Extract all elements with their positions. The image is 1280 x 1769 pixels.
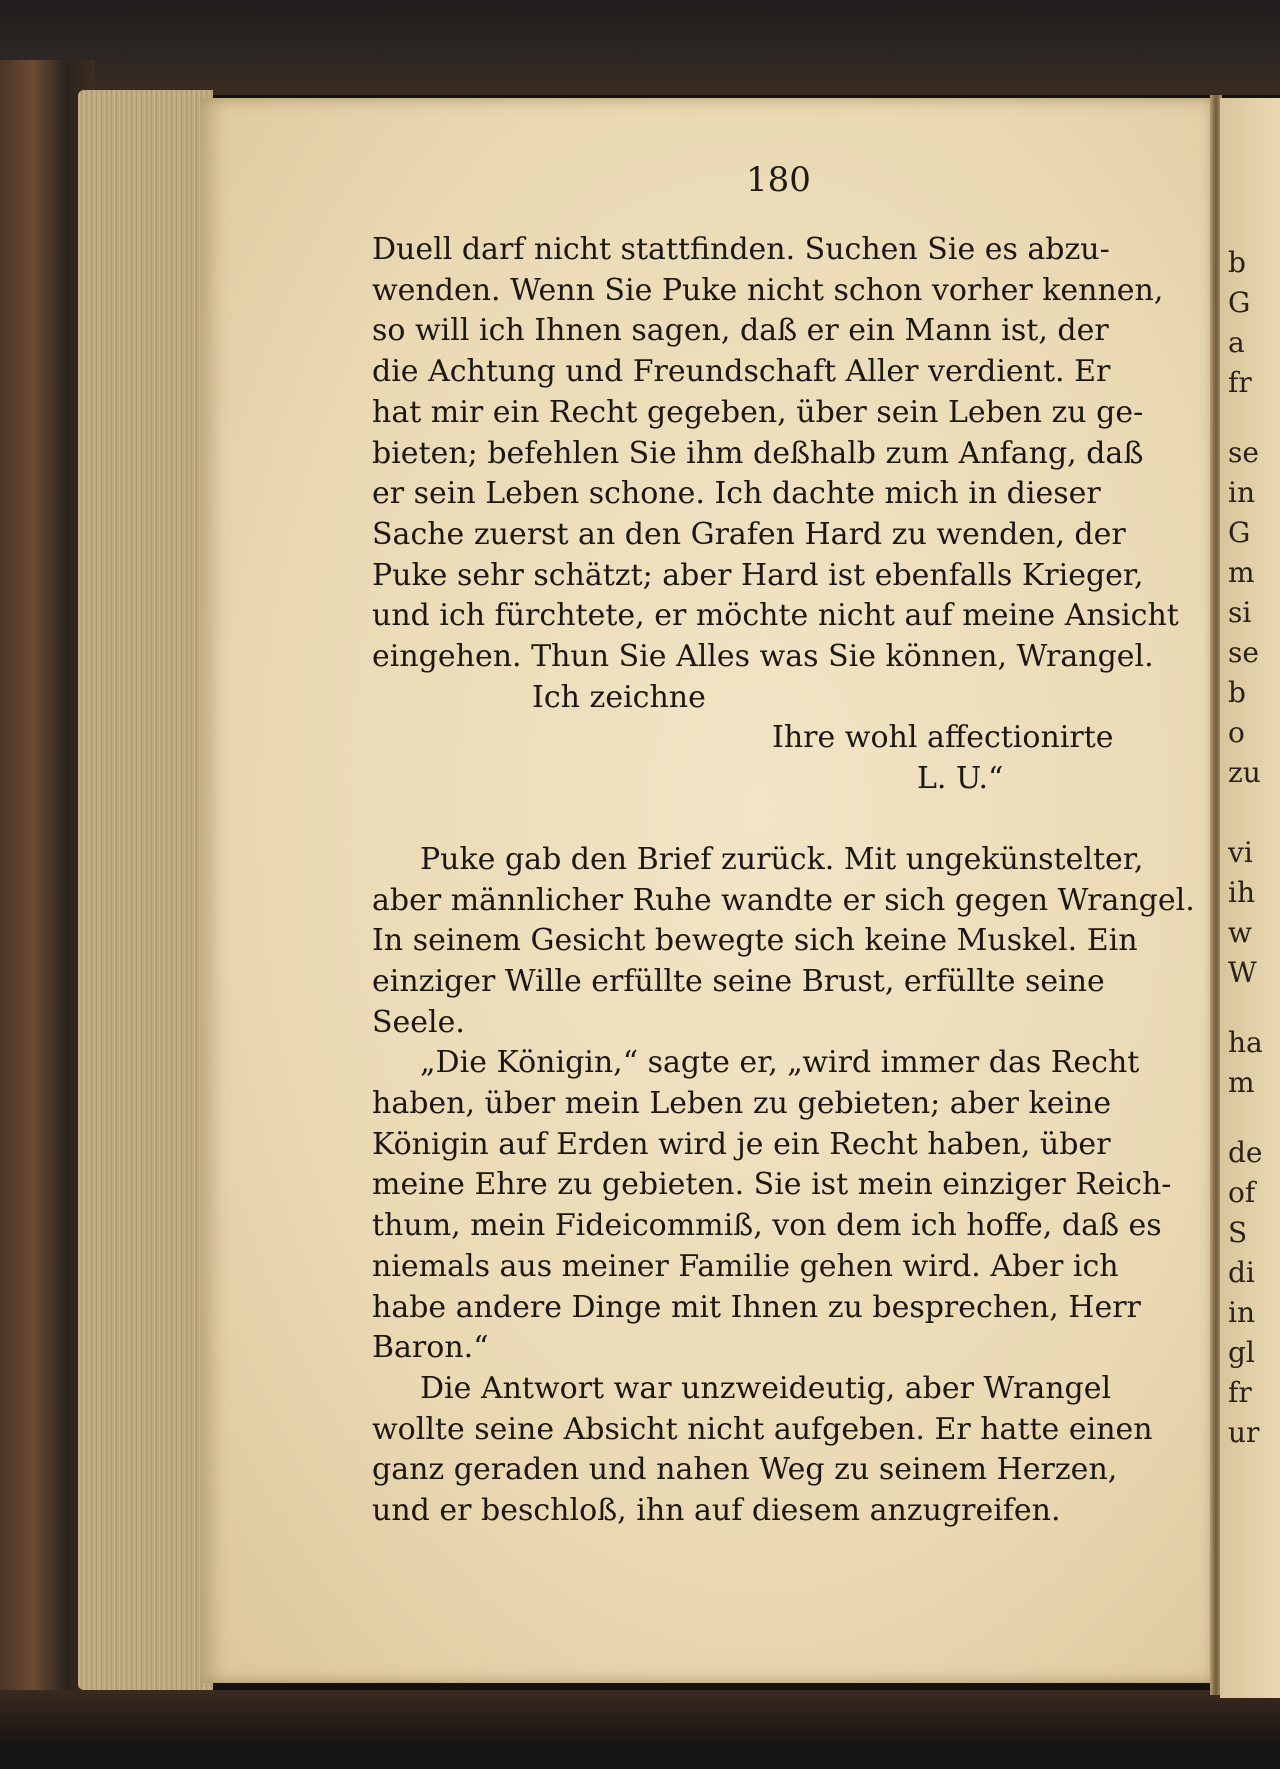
text-line: Seele.: [372, 1004, 465, 1040]
text-line: meine Ehre zu gebieten. Sie ist mein einziger Reich-: [372, 1167, 1172, 1203]
text-line: so will ich Ihnen sagen, daß er ein Mann ist, der: [372, 313, 1109, 349]
text-line: bieten; befehlen Sie ihm deßhalb zum Anfang, daß: [372, 435, 1144, 471]
next-page-fragment: G: [1228, 286, 1251, 319]
text-line: einziger Wille erfüllte seine Brust, erfüllte seine: [372, 963, 1105, 999]
letter-initials: L. U.“: [917, 761, 1004, 797]
next-page-fragment: b: [1228, 676, 1246, 709]
next-page-fragment: si: [1228, 596, 1252, 629]
next-page-fragment: in: [1228, 1296, 1255, 1329]
next-page-edge: [1220, 98, 1280, 1698]
next-page-fragment: de: [1228, 1136, 1263, 1169]
text-line: „Die Königin,“ sagte er, „wird immer das Recht: [420, 1045, 1140, 1081]
text-line: wenden. Wenn Sie Puke nicht schon vorher kennen,: [372, 272, 1164, 308]
text-line: haben, über mein Leben zu gebieten; aber keine: [372, 1086, 1112, 1122]
text-line: eingehen. Thun Sie Alles was Sie können, Wrangel.: [372, 639, 1154, 675]
book-cover-bottom: [0, 1690, 1280, 1769]
text-line: und ich fürchtete, er möchte nicht auf meine Ansicht: [372, 598, 1179, 634]
text-line: niemals aus meiner Familie gehen wird. Aber ich: [372, 1248, 1119, 1284]
text-line: hat mir ein Recht gegeben, über sein Leben zu ge-: [372, 394, 1144, 430]
text-line: wollte seine Absicht nicht aufgeben. Er hatte einen: [372, 1411, 1153, 1447]
next-page-fragment: fr: [1228, 366, 1252, 399]
next-page-fragment: ur: [1228, 1416, 1260, 1449]
text-line: die Achtung und Freundschaft Aller verdient. Er: [372, 354, 1111, 390]
next-page-fragment: ha: [1228, 1026, 1263, 1059]
text-line: habe andere Dinge mit Ihnen zu besprechen, Herr: [372, 1289, 1141, 1325]
letter-closing: Ich zeichne: [532, 679, 706, 715]
letter-signature: Ihre wohl affectionirte: [772, 720, 1114, 756]
text-line: Duell darf nicht stattfinden. Suchen Sie es abzu-: [372, 232, 1110, 267]
page-number: 180: [746, 160, 811, 200]
next-page-fragment: a: [1228, 326, 1245, 359]
next-page-fragment: gl: [1228, 1336, 1255, 1369]
next-page-fragment: m: [1228, 1066, 1255, 1099]
text-line: Königin auf Erden wird je ein Recht haben, über: [372, 1126, 1111, 1162]
next-page-fragment: vi: [1228, 836, 1253, 869]
next-page-fragment: fr: [1228, 1376, 1252, 1409]
text-line: In seinem Gesicht bewegte sich keine Muskel. Ein: [372, 923, 1138, 959]
next-page-fragment: zu: [1228, 756, 1261, 789]
page-body: [372, 230, 1195, 1532]
next-page-fragment: w: [1228, 916, 1252, 949]
text-line: Die Antwort war unzweideutig, aber Wrangel: [420, 1370, 1112, 1406]
next-page-fragment: W: [1228, 956, 1257, 989]
next-page-fragment: of: [1228, 1176, 1256, 1209]
text-line: aber männlicher Ruhe wandte er sich gegen Wrangel.: [372, 882, 1195, 918]
next-page-fragment: S: [1228, 1216, 1248, 1249]
next-page-fragment: se: [1228, 636, 1259, 669]
next-page-fragment: ih: [1228, 876, 1255, 909]
next-page-fragment: se: [1228, 436, 1259, 469]
text-line: Sache zuerst an den Grafen Hard zu wenden, der: [372, 516, 1126, 552]
text-line: thum, mein Fideicommiß, von dem ich hoffe, daß es: [372, 1208, 1162, 1244]
next-page-fragment: m: [1228, 556, 1255, 589]
text-line: Puke sehr schätzt; aber Hard ist ebenfalls Krieger,: [372, 557, 1144, 593]
next-page-fragment: b: [1228, 246, 1246, 279]
text-line: und er beschloß, ihn auf diesem anzugreifen.: [372, 1493, 1061, 1529]
paragraph-gap: [372, 800, 1172, 840]
next-page-fragment: o: [1228, 716, 1245, 749]
next-page-fragment: in: [1228, 476, 1255, 509]
text-line: er sein Leben schone. Ich dachte mich in dieser: [372, 476, 1101, 512]
next-page-fragment: di: [1228, 1256, 1255, 1289]
page-edges: [78, 90, 213, 1690]
next-page-fragment: G: [1228, 516, 1251, 549]
text-line: Puke gab den Brief zurück. Mit ungekünstelter,: [420, 841, 1144, 877]
text-line: ganz geraden und nahen Weg zu seinem Herzen,: [372, 1452, 1118, 1488]
text-line: Baron.“: [372, 1330, 489, 1366]
book-cover-top: [0, 0, 1280, 95]
